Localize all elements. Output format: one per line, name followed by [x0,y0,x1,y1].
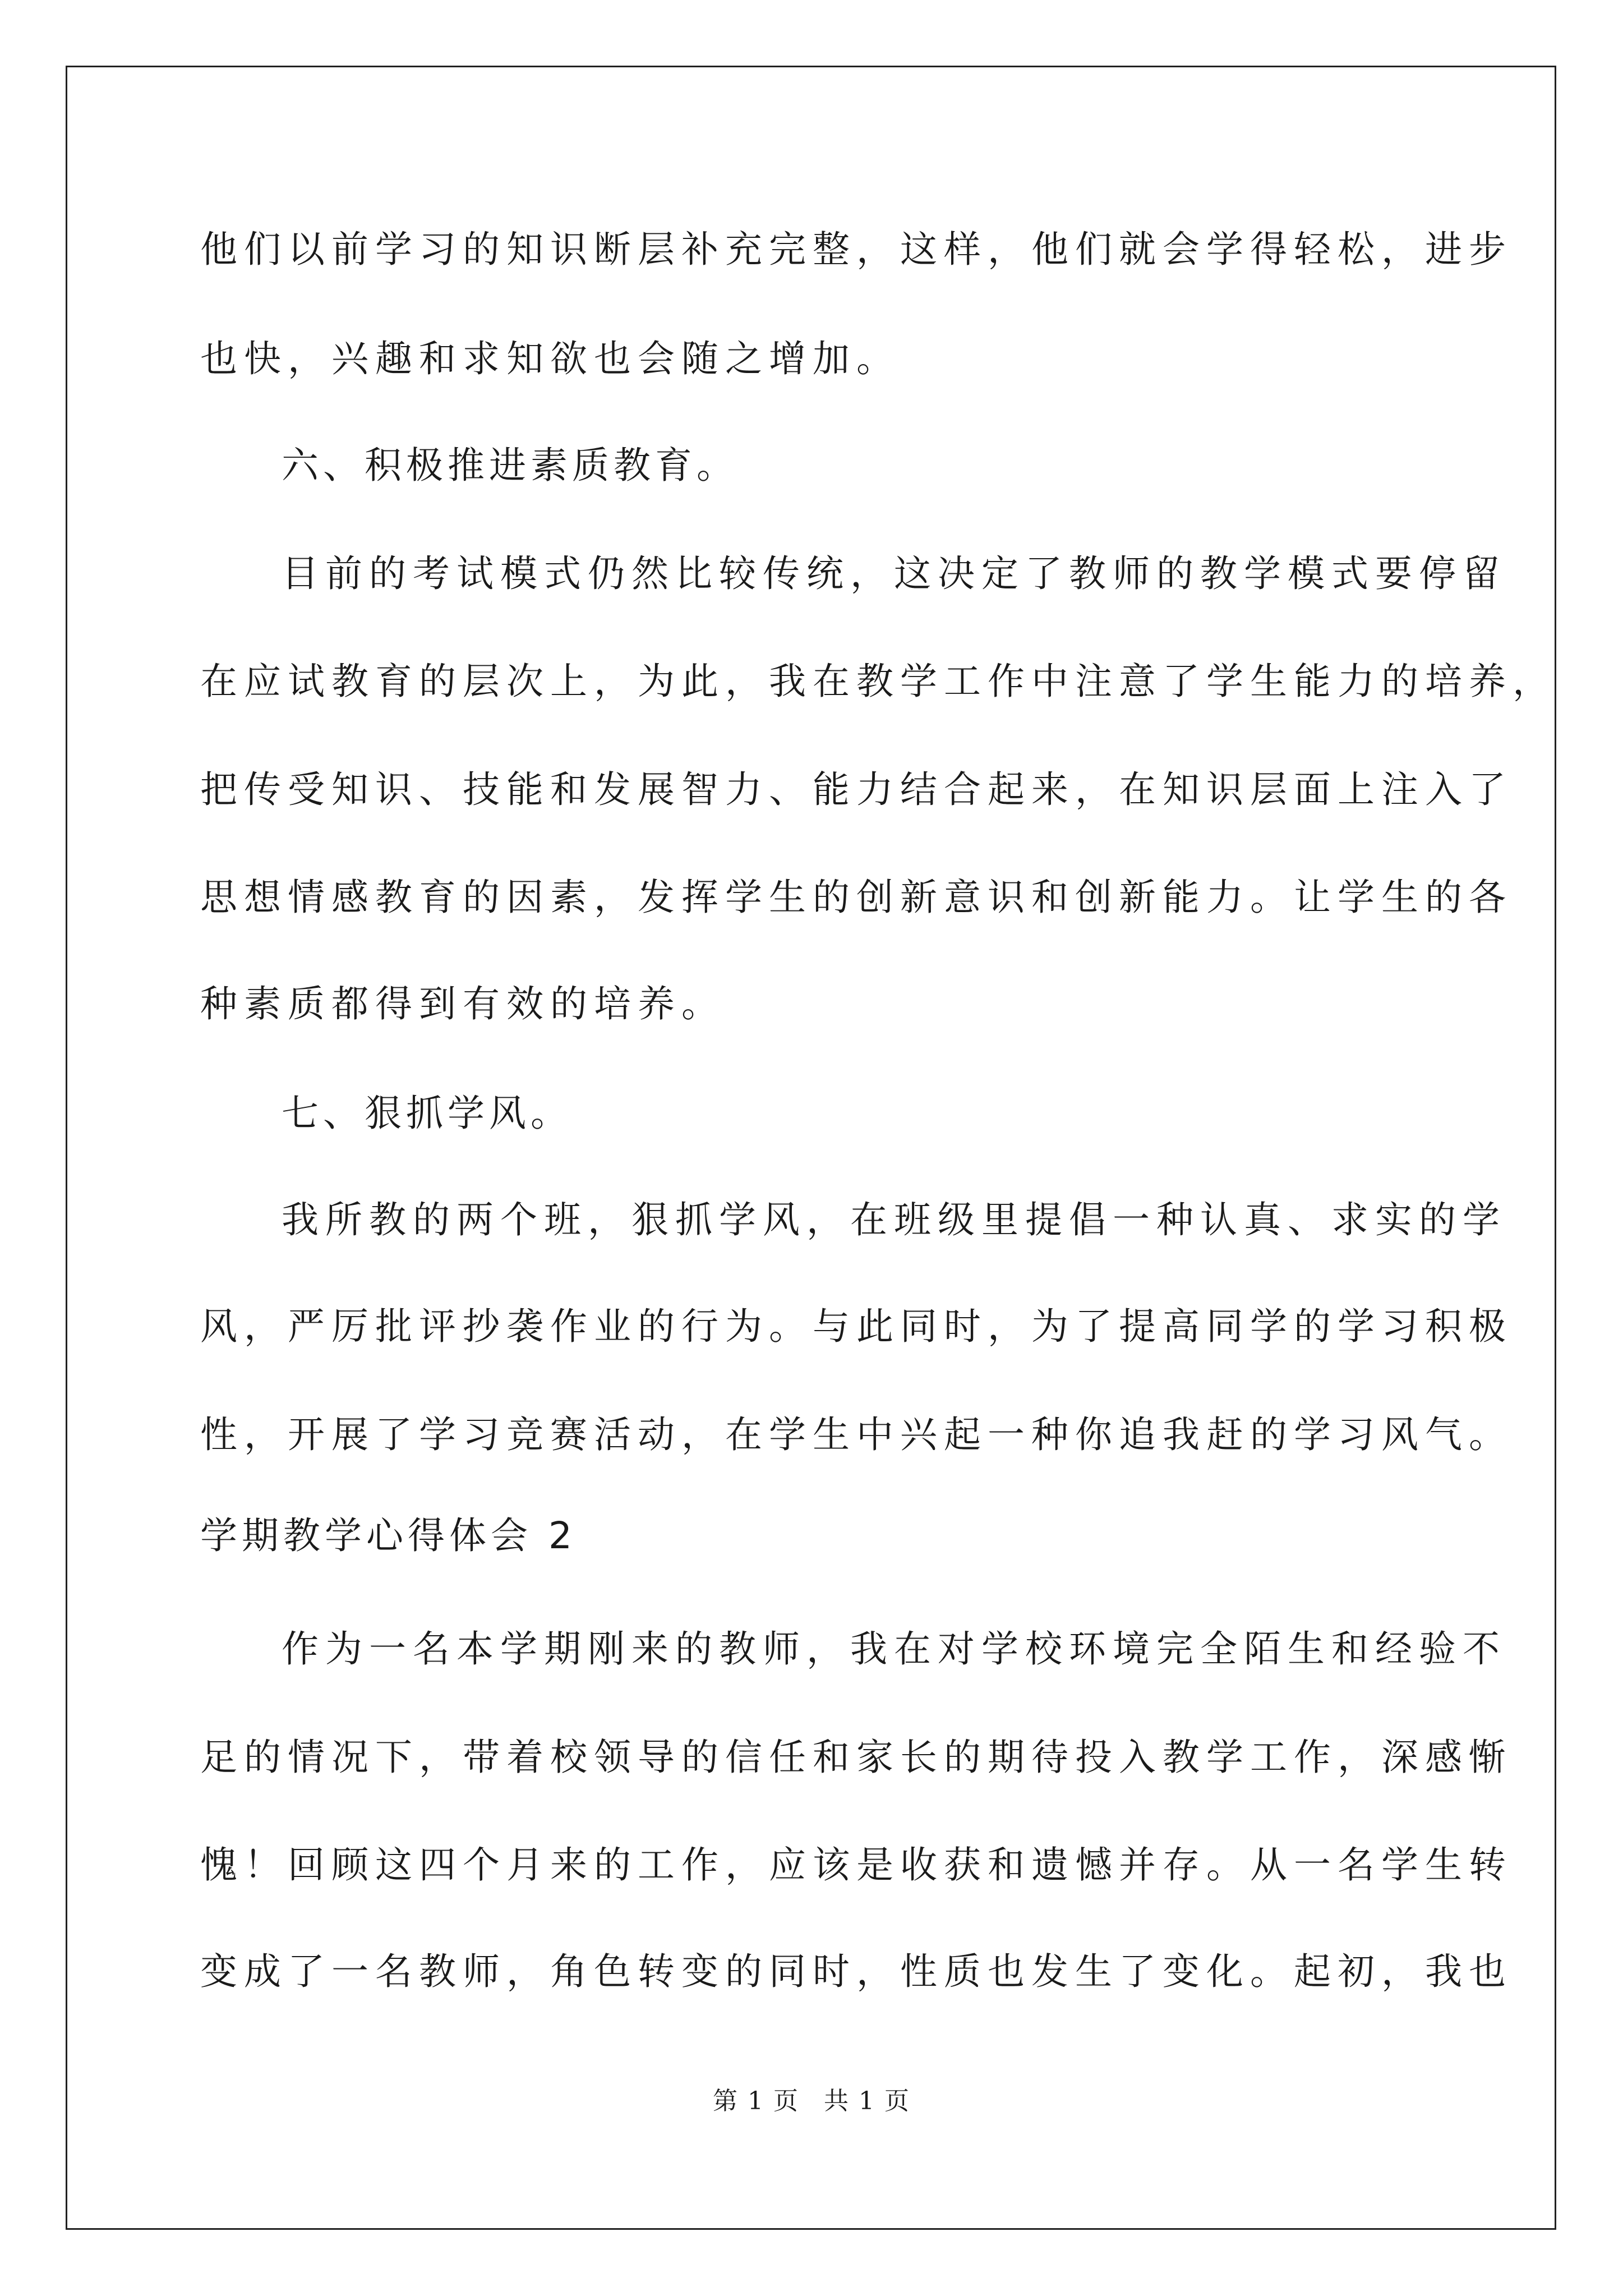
paragraph-line: 性，开展了学习竞赛活动，在学生中兴起一种你追我赶的学习风气。 [200,1413,1513,1456]
paragraph-line: 目前的考试模式仍然比较传统，这决定了教师的教学模式要停留 [282,552,1506,595]
paragraph-line: 我所教的两个班，狠抓学风，在班级里提倡一种认真、求实的学 [282,1198,1506,1241]
paragraph-line: 愧！回顾这四个月来的工作，应该是收获和遗憾并存。从一名学生转 [200,1843,1513,1887]
document-title: 学期教学心得体会 2 [200,1514,577,1557]
paragraph-line: 风，严厉批评抄袭作业的行为。与此同时，为了提高同学的学习积极 [200,1305,1513,1348]
paragraph-line: 在应试教育的层次上，为此，我在教学工作中注意了学生能力的培养， [200,660,1556,703]
paragraph-line: 思想情感教育的因素，发挥学生的创新意识和创新能力。让学生的各 [200,876,1513,919]
paragraph-line: 也快，兴趣和求知欲也会随之增加。 [200,337,900,380]
page-number: 第 1 页 [713,2087,799,2115]
section-heading: 七、狠抓学风。 [282,1092,572,1135]
page-border [66,66,1556,2230]
paragraph-line: 足的情况下，带着校领导的信任和家长的期待投入教学工作，深感惭 [200,1736,1513,1779]
paragraph-line: 变成了一名教师，角色转变的同时，性质也发生了变化。起初，我也 [200,1950,1513,1993]
paragraph-line: 种素质都得到有效的培养。 [200,982,725,1025]
section-heading: 六、积极推进素质教育。 [282,444,738,487]
paragraph-line: 把传受知识、技能和发展智力、能力结合起来，在知识层面上注入了 [200,768,1513,811]
paragraph-line: 作为一名本学期刚来的教师，我在对学校环境完全陌生和经验不 [282,1627,1506,1671]
page-footer [0,2086,1623,2117]
paragraph-line: 他们以前学习的知识断层补充完整，这样，他们就会学得轻松，进步 [200,228,1513,271]
page-total: 共 1 页 [824,2087,910,2115]
